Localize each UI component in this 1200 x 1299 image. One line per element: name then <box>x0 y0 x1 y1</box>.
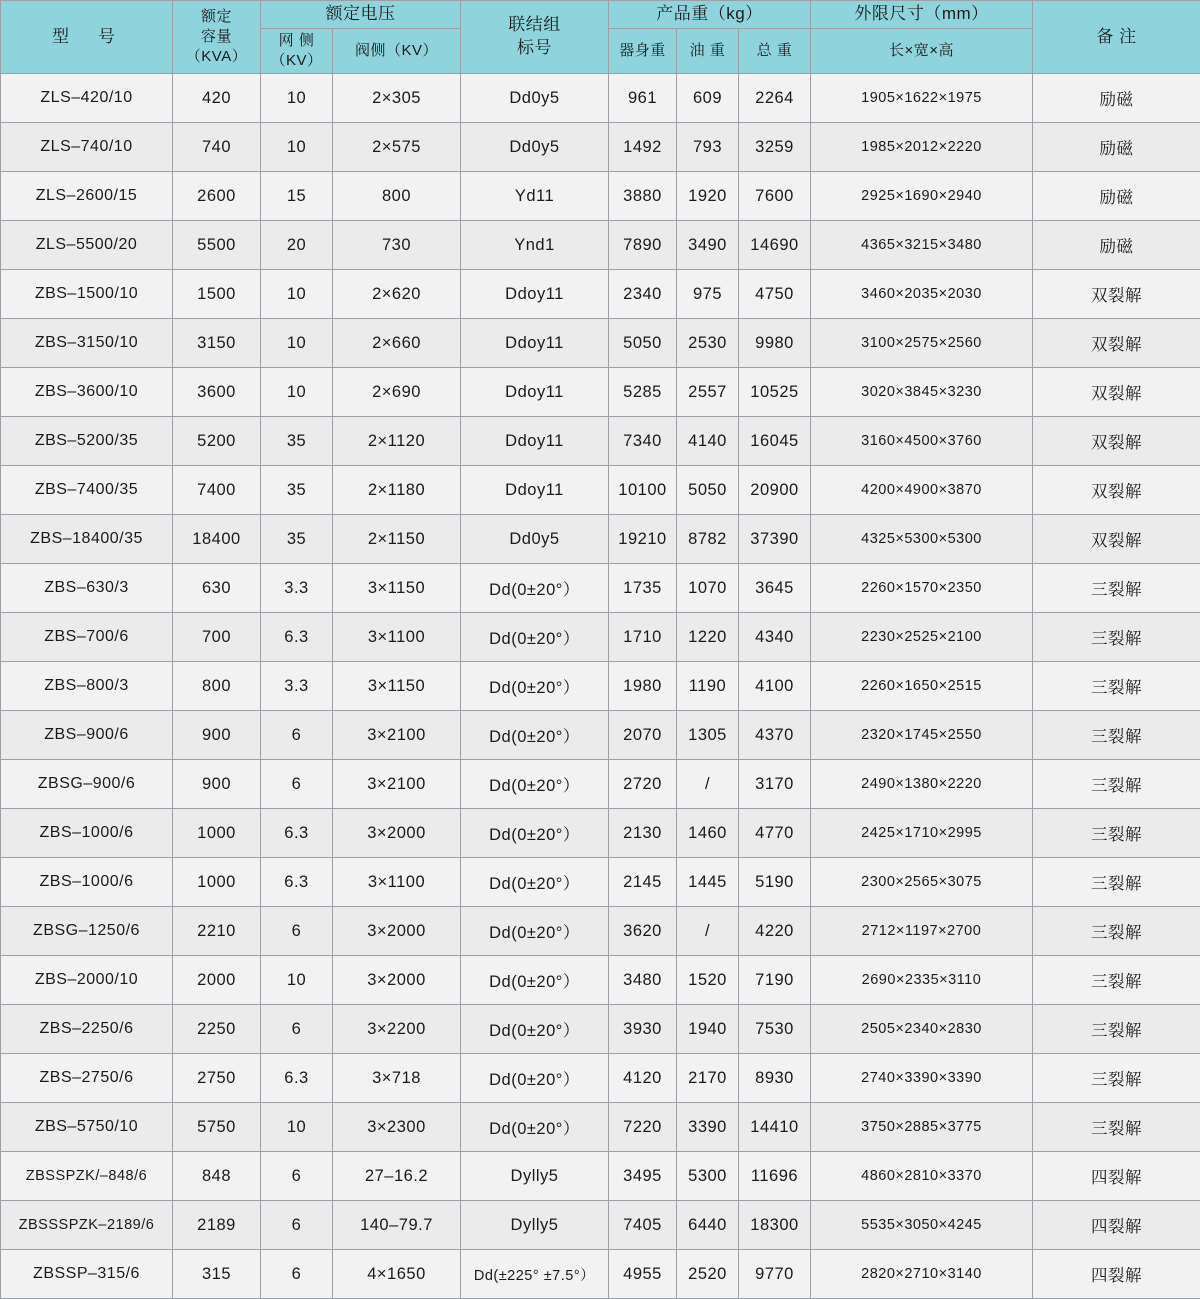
cell-model: ZBS–2750/6 <box>1 1054 173 1103</box>
cell-dimension: 1905×1622×1975 <box>811 74 1033 123</box>
header-dimension-detail: 长×宽×高 <box>811 28 1033 74</box>
table-row <box>1 270 1200 319</box>
cell-model: ZBSSP–315/6 <box>1 1250 173 1299</box>
cell-dimension: 2490×1380×2220 <box>811 760 1033 809</box>
table-row <box>1 711 1200 760</box>
cell-dimension: 4860×2810×3370 <box>811 1152 1033 1201</box>
cell-dimension: 3020×3845×3230 <box>811 368 1033 417</box>
cell-model: ZBSG–1250/6 <box>1 907 173 956</box>
cell-connection-group: Ynd1 <box>461 221 609 270</box>
cell-rated-capacity: 5750 <box>173 1103 261 1152</box>
cell-rated-capacity: 315 <box>173 1250 261 1299</box>
cell-rated-capacity: 7400 <box>173 466 261 515</box>
cell-dimension: 2690×2335×3110 <box>811 956 1033 1005</box>
cell-total-weight: 3170 <box>739 760 811 809</box>
cell-valve-side: 3×718 <box>333 1054 461 1103</box>
cell-connection-group: Ddoy11 <box>461 270 609 319</box>
cell-rated-capacity: 1000 <box>173 858 261 907</box>
header-total-weight: 总 重 <box>739 28 811 74</box>
cell-oil-weight: 4140 <box>677 417 739 466</box>
cell-rated-capacity: 630 <box>173 564 261 613</box>
cell-rated-capacity: 1500 <box>173 270 261 319</box>
cell-rated-capacity: 2189 <box>173 1201 261 1250</box>
cell-model: ZBS–5750/10 <box>1 1103 173 1152</box>
cell-net-side: 6.3 <box>261 613 333 662</box>
table-row <box>1 1201 1200 1250</box>
cell-remark: 三裂解 <box>1033 662 1200 711</box>
cell-rated-capacity: 700 <box>173 613 261 662</box>
cell-dimension: 4325×5300×5300 <box>811 515 1033 564</box>
table-row <box>1 1005 1200 1054</box>
table-header <box>1 1 1200 74</box>
cell-valve-side: 27–16.2 <box>333 1152 461 1201</box>
cell-oil-weight: 1220 <box>677 613 739 662</box>
cell-valve-side: 4×1650 <box>333 1250 461 1299</box>
cell-net-side: 20 <box>261 221 333 270</box>
cell-valve-side: 140–79.7 <box>333 1201 461 1250</box>
cell-total-weight: 2264 <box>739 74 811 123</box>
cell-oil-weight: 1070 <box>677 564 739 613</box>
cell-net-side: 6 <box>261 1005 333 1054</box>
cell-remark: 四裂解 <box>1033 1250 1200 1299</box>
header-oil-weight: 油 重 <box>677 28 739 74</box>
cell-body-weight: 5285 <box>609 368 677 417</box>
cell-oil-weight: 1520 <box>677 956 739 1005</box>
cell-connection-group: Dd0y5 <box>461 123 609 172</box>
cell-net-side: 6.3 <box>261 858 333 907</box>
cell-valve-side: 3×2000 <box>333 956 461 1005</box>
header-connection-group-line1: 联结组 <box>463 14 606 37</box>
cell-body-weight: 3620 <box>609 907 677 956</box>
cell-net-side: 3.3 <box>261 662 333 711</box>
header-rated-capacity-line2: 容量 <box>175 27 258 47</box>
cell-remark: 励磁 <box>1033 221 1200 270</box>
cell-oil-weight: 1305 <box>677 711 739 760</box>
cell-rated-capacity: 5200 <box>173 417 261 466</box>
cell-total-weight: 8930 <box>739 1054 811 1103</box>
cell-valve-side: 2×690 <box>333 368 461 417</box>
cell-net-side: 35 <box>261 466 333 515</box>
cell-net-side: 10 <box>261 319 333 368</box>
cell-oil-weight: 2530 <box>677 319 739 368</box>
cell-oil-weight: 2170 <box>677 1054 739 1103</box>
table-row <box>1 1103 1200 1152</box>
cell-connection-group: Dd(0±20°） <box>461 564 609 613</box>
cell-model: ZBS–1000/6 <box>1 858 173 907</box>
cell-total-weight: 11696 <box>739 1152 811 1201</box>
table-row <box>1 809 1200 858</box>
cell-body-weight: 1735 <box>609 564 677 613</box>
cell-oil-weight: 3490 <box>677 221 739 270</box>
cell-connection-group: Dd(0±20°） <box>461 711 609 760</box>
cell-valve-side: 3×2000 <box>333 809 461 858</box>
table-row <box>1 564 1200 613</box>
cell-net-side: 10 <box>261 74 333 123</box>
cell-body-weight: 2070 <box>609 711 677 760</box>
cell-valve-side: 3×1150 <box>333 564 461 613</box>
cell-connection-group: Ddoy11 <box>461 466 609 515</box>
cell-body-weight: 2720 <box>609 760 677 809</box>
cell-body-weight: 19210 <box>609 515 677 564</box>
cell-dimension: 3160×4500×3760 <box>811 417 1033 466</box>
cell-net-side: 6 <box>261 907 333 956</box>
cell-remark: 双裂解 <box>1033 368 1200 417</box>
table-row <box>1 858 1200 907</box>
cell-remark: 双裂解 <box>1033 270 1200 319</box>
cell-oil-weight: / <box>677 760 739 809</box>
table-row <box>1 368 1200 417</box>
cell-body-weight: 7405 <box>609 1201 677 1250</box>
cell-oil-weight: 609 <box>677 74 739 123</box>
cell-total-weight: 4750 <box>739 270 811 319</box>
cell-net-side: 6 <box>261 1152 333 1201</box>
cell-dimension: 1985×2012×2220 <box>811 123 1033 172</box>
table-row <box>1 907 1200 956</box>
cell-valve-side: 2×620 <box>333 270 461 319</box>
cell-model: ZBSSSPZK–2189/6 <box>1 1201 173 1250</box>
cell-connection-group: Dd(0±20°） <box>461 1005 609 1054</box>
cell-net-side: 6 <box>261 1250 333 1299</box>
cell-net-side: 10 <box>261 270 333 319</box>
cell-oil-weight: 1920 <box>677 172 739 221</box>
header-net-side-line1: 网 侧 <box>263 31 330 51</box>
table-row <box>1 956 1200 1005</box>
cell-body-weight: 5050 <box>609 319 677 368</box>
cell-remark: 双裂解 <box>1033 515 1200 564</box>
cell-dimension: 3460×2035×2030 <box>811 270 1033 319</box>
header-model-label: 型 号 <box>52 27 121 46</box>
table-row <box>1 74 1200 123</box>
cell-model: ZBS–800/3 <box>1 662 173 711</box>
cell-dimension: 4365×3215×3480 <box>811 221 1033 270</box>
cell-valve-side: 2×1120 <box>333 417 461 466</box>
cell-model: ZLS–740/10 <box>1 123 173 172</box>
cell-connection-group: Dd(0±20°） <box>461 662 609 711</box>
cell-total-weight: 9980 <box>739 319 811 368</box>
cell-total-weight: 4370 <box>739 711 811 760</box>
cell-remark: 三裂解 <box>1033 564 1200 613</box>
cell-body-weight: 3930 <box>609 1005 677 1054</box>
cell-connection-group: Dd0y5 <box>461 515 609 564</box>
cell-body-weight: 3880 <box>609 172 677 221</box>
header-rated-capacity-line3: （KVA） <box>175 47 258 67</box>
cell-oil-weight: 1190 <box>677 662 739 711</box>
cell-total-weight: 14410 <box>739 1103 811 1152</box>
cell-model: ZBS–1500/10 <box>1 270 173 319</box>
cell-connection-group: Dd(0±20°） <box>461 760 609 809</box>
cell-total-weight: 14690 <box>739 221 811 270</box>
header-valve-side: 阀侧（KV） <box>333 28 461 74</box>
cell-valve-side: 3×2200 <box>333 1005 461 1054</box>
cell-rated-capacity: 848 <box>173 1152 261 1201</box>
cell-model: ZBS–2250/6 <box>1 1005 173 1054</box>
cell-dimension: 3100×2575×2560 <box>811 319 1033 368</box>
table-row <box>1 662 1200 711</box>
cell-rated-capacity: 18400 <box>173 515 261 564</box>
cell-net-side: 35 <box>261 417 333 466</box>
cell-body-weight: 1980 <box>609 662 677 711</box>
cell-valve-side: 2×1150 <box>333 515 461 564</box>
cell-net-side: 3.3 <box>261 564 333 613</box>
header-rated-capacity-line1: 额定 <box>175 7 258 27</box>
cell-oil-weight: 1460 <box>677 809 739 858</box>
cell-oil-weight: 6440 <box>677 1201 739 1250</box>
cell-connection-group: Dd(0±20°） <box>461 907 609 956</box>
cell-rated-capacity: 800 <box>173 662 261 711</box>
cell-connection-group: Dd(0±20°） <box>461 858 609 907</box>
cell-dimension: 2712×1197×2700 <box>811 907 1033 956</box>
cell-rated-capacity: 2750 <box>173 1054 261 1103</box>
cell-remark: 三裂解 <box>1033 809 1200 858</box>
cell-remark: 三裂解 <box>1033 711 1200 760</box>
table-row <box>1 1250 1200 1299</box>
table-row <box>1 1152 1200 1201</box>
cell-total-weight: 3645 <box>739 564 811 613</box>
cell-total-weight: 4220 <box>739 907 811 956</box>
cell-net-side: 6.3 <box>261 809 333 858</box>
header-connection-group <box>461 1 609 74</box>
cell-oil-weight: 5300 <box>677 1152 739 1201</box>
cell-net-side: 10 <box>261 956 333 1005</box>
table-row <box>1 417 1200 466</box>
cell-net-side: 6 <box>261 760 333 809</box>
cell-total-weight: 4100 <box>739 662 811 711</box>
cell-dimension: 2300×2565×3075 <box>811 858 1033 907</box>
cell-valve-side: 800 <box>333 172 461 221</box>
cell-remark: 励磁 <box>1033 74 1200 123</box>
cell-body-weight: 2130 <box>609 809 677 858</box>
cell-model: ZLS–2600/15 <box>1 172 173 221</box>
table-row <box>1 1054 1200 1103</box>
cell-remark: 双裂解 <box>1033 319 1200 368</box>
header-body-weight: 器身重 <box>609 28 677 74</box>
cell-net-side: 35 <box>261 515 333 564</box>
cell-valve-side: 2×575 <box>333 123 461 172</box>
cell-remark: 三裂解 <box>1033 907 1200 956</box>
cell-model: ZBSSPZK/–848/6 <box>1 1152 173 1201</box>
header-product-weight: 产品重（kg） <box>609 1 811 29</box>
table-body <box>1 74 1200 1299</box>
cell-body-weight: 4120 <box>609 1054 677 1103</box>
cell-body-weight: 10100 <box>609 466 677 515</box>
cell-total-weight: 37390 <box>739 515 811 564</box>
header-net-side-line2: （KV） <box>263 51 330 71</box>
cell-rated-capacity: 2600 <box>173 172 261 221</box>
cell-body-weight: 2340 <box>609 270 677 319</box>
header-model <box>1 1 173 74</box>
cell-dimension: 2505×2340×2830 <box>811 1005 1033 1054</box>
header-remark: 备 注 <box>1033 1 1200 74</box>
cell-rated-capacity: 5500 <box>173 221 261 270</box>
cell-dimension: 2820×2710×3140 <box>811 1250 1033 1299</box>
cell-oil-weight: 2557 <box>677 368 739 417</box>
cell-model: ZBS–630/3 <box>1 564 173 613</box>
cell-model: ZBS–900/6 <box>1 711 173 760</box>
cell-connection-group: Dylly5 <box>461 1201 609 1250</box>
cell-net-side: 6 <box>261 711 333 760</box>
cell-remark: 三裂解 <box>1033 1103 1200 1152</box>
cell-valve-side: 3×2100 <box>333 760 461 809</box>
table-row <box>1 466 1200 515</box>
cell-valve-side: 3×2100 <box>333 711 461 760</box>
header-connection-group-line2: 标号 <box>463 37 606 60</box>
cell-connection-group: Dylly5 <box>461 1152 609 1201</box>
cell-remark: 三裂解 <box>1033 760 1200 809</box>
cell-rated-capacity: 420 <box>173 74 261 123</box>
header-net-side <box>261 28 333 74</box>
cell-connection-group: Dd(0±20°） <box>461 809 609 858</box>
cell-remark: 双裂解 <box>1033 466 1200 515</box>
cell-valve-side: 2×305 <box>333 74 461 123</box>
cell-valve-side: 3×1100 <box>333 858 461 907</box>
cell-remark: 双裂解 <box>1033 417 1200 466</box>
cell-body-weight: 4955 <box>609 1250 677 1299</box>
cell-model: ZBS–5200/35 <box>1 417 173 466</box>
cell-total-weight: 5190 <box>739 858 811 907</box>
table-row <box>1 123 1200 172</box>
cell-body-weight: 2145 <box>609 858 677 907</box>
cell-oil-weight: 1940 <box>677 1005 739 1054</box>
cell-dimension: 2740×3390×3390 <box>811 1054 1033 1103</box>
cell-oil-weight: 2520 <box>677 1250 739 1299</box>
cell-remark: 四裂解 <box>1033 1152 1200 1201</box>
cell-oil-weight: 5050 <box>677 466 739 515</box>
cell-remark: 四裂解 <box>1033 1201 1200 1250</box>
cell-rated-capacity: 740 <box>173 123 261 172</box>
cell-remark: 励磁 <box>1033 123 1200 172</box>
cell-valve-side: 2×1180 <box>333 466 461 515</box>
cell-dimension: 2925×1690×2940 <box>811 172 1033 221</box>
header-rated-capacity <box>173 1 261 74</box>
table-row <box>1 760 1200 809</box>
cell-valve-side: 3×1100 <box>333 613 461 662</box>
cell-body-weight: 7340 <box>609 417 677 466</box>
cell-rated-capacity: 2210 <box>173 907 261 956</box>
cell-total-weight: 7530 <box>739 1005 811 1054</box>
cell-model: ZLS–5500/20 <box>1 221 173 270</box>
cell-oil-weight: 1445 <box>677 858 739 907</box>
header-outline-dimension: 外限尺寸（mm） <box>811 1 1033 29</box>
cell-oil-weight: 793 <box>677 123 739 172</box>
cell-model: ZBS–3150/10 <box>1 319 173 368</box>
cell-dimension: 2425×1710×2995 <box>811 809 1033 858</box>
cell-net-side: 10 <box>261 123 333 172</box>
cell-body-weight: 7220 <box>609 1103 677 1152</box>
table-row <box>1 172 1200 221</box>
cell-dimension: 2320×1745×2550 <box>811 711 1033 760</box>
cell-model: ZBS–3600/10 <box>1 368 173 417</box>
cell-total-weight: 7600 <box>739 172 811 221</box>
cell-valve-side: 3×2000 <box>333 907 461 956</box>
cell-body-weight: 3495 <box>609 1152 677 1201</box>
cell-body-weight: 7890 <box>609 221 677 270</box>
cell-valve-side: 2×660 <box>333 319 461 368</box>
cell-model: ZBS–18400/35 <box>1 515 173 564</box>
table-row <box>1 221 1200 270</box>
cell-rated-capacity: 3600 <box>173 368 261 417</box>
cell-total-weight: 3259 <box>739 123 811 172</box>
cell-total-weight: 4770 <box>739 809 811 858</box>
cell-connection-group: Ddoy11 <box>461 319 609 368</box>
cell-oil-weight: 8782 <box>677 515 739 564</box>
cell-valve-side: 3×1150 <box>333 662 461 711</box>
cell-dimension: 2230×2525×2100 <box>811 613 1033 662</box>
cell-model: ZBSG–900/6 <box>1 760 173 809</box>
cell-connection-group: Dd(0±20°） <box>461 1103 609 1152</box>
cell-dimension: 5535×3050×4245 <box>811 1201 1033 1250</box>
cell-net-side: 10 <box>261 1103 333 1152</box>
cell-remark: 三裂解 <box>1033 858 1200 907</box>
cell-oil-weight: / <box>677 907 739 956</box>
cell-rated-capacity: 2000 <box>173 956 261 1005</box>
cell-body-weight: 3480 <box>609 956 677 1005</box>
cell-connection-group: Dd0y5 <box>461 74 609 123</box>
cell-remark: 三裂解 <box>1033 613 1200 662</box>
cell-total-weight: 9770 <box>739 1250 811 1299</box>
cell-total-weight: 7190 <box>739 956 811 1005</box>
cell-net-side: 6 <box>261 1201 333 1250</box>
cell-valve-side: 3×2300 <box>333 1103 461 1152</box>
cell-connection-group: Dd(0±20°） <box>461 613 609 662</box>
cell-connection-group: Dd(0±20°） <box>461 956 609 1005</box>
cell-rated-capacity: 2250 <box>173 1005 261 1054</box>
table-row <box>1 515 1200 564</box>
cell-total-weight: 16045 <box>739 417 811 466</box>
cell-rated-capacity: 900 <box>173 711 261 760</box>
cell-model: ZBS–700/6 <box>1 613 173 662</box>
cell-net-side: 10 <box>261 368 333 417</box>
cell-connection-group: Ddoy11 <box>461 417 609 466</box>
cell-dimension: 2260×1570×2350 <box>811 564 1033 613</box>
cell-connection-group: Dd(0±20°） <box>461 1054 609 1103</box>
cell-dimension: 3750×2885×3775 <box>811 1103 1033 1152</box>
cell-rated-capacity: 900 <box>173 760 261 809</box>
cell-total-weight: 20900 <box>739 466 811 515</box>
cell-oil-weight: 3390 <box>677 1103 739 1152</box>
cell-connection-group: Ddoy11 <box>461 368 609 417</box>
cell-connection-group: Yd11 <box>461 172 609 221</box>
cell-model: ZBS–2000/10 <box>1 956 173 1005</box>
cell-net-side: 6.3 <box>261 1054 333 1103</box>
cell-rated-capacity: 3150 <box>173 319 261 368</box>
cell-net-side: 15 <box>261 172 333 221</box>
cell-body-weight: 961 <box>609 74 677 123</box>
cell-oil-weight: 975 <box>677 270 739 319</box>
cell-remark: 三裂解 <box>1033 1054 1200 1103</box>
cell-body-weight: 1492 <box>609 123 677 172</box>
cell-model: ZLS–420/10 <box>1 74 173 123</box>
cell-rated-capacity: 1000 <box>173 809 261 858</box>
cell-remark: 三裂解 <box>1033 956 1200 1005</box>
cell-remark: 励磁 <box>1033 172 1200 221</box>
cell-remark: 三裂解 <box>1033 1005 1200 1054</box>
header-rated-voltage: 额定电压 <box>261 1 461 29</box>
cell-dimension: 2260×1650×2515 <box>811 662 1033 711</box>
cell-valve-side: 730 <box>333 221 461 270</box>
cell-body-weight: 1710 <box>609 613 677 662</box>
cell-dimension: 4200×4900×3870 <box>811 466 1033 515</box>
cell-model: ZBS–1000/6 <box>1 809 173 858</box>
cell-connection-group: Dd(±225° ±7.5°） <box>461 1250 609 1299</box>
cell-model: ZBS–7400/35 <box>1 466 173 515</box>
table-row <box>1 613 1200 662</box>
cell-total-weight: 10525 <box>739 368 811 417</box>
cell-total-weight: 18300 <box>739 1201 811 1250</box>
table-row <box>1 319 1200 368</box>
cell-total-weight: 4340 <box>739 613 811 662</box>
